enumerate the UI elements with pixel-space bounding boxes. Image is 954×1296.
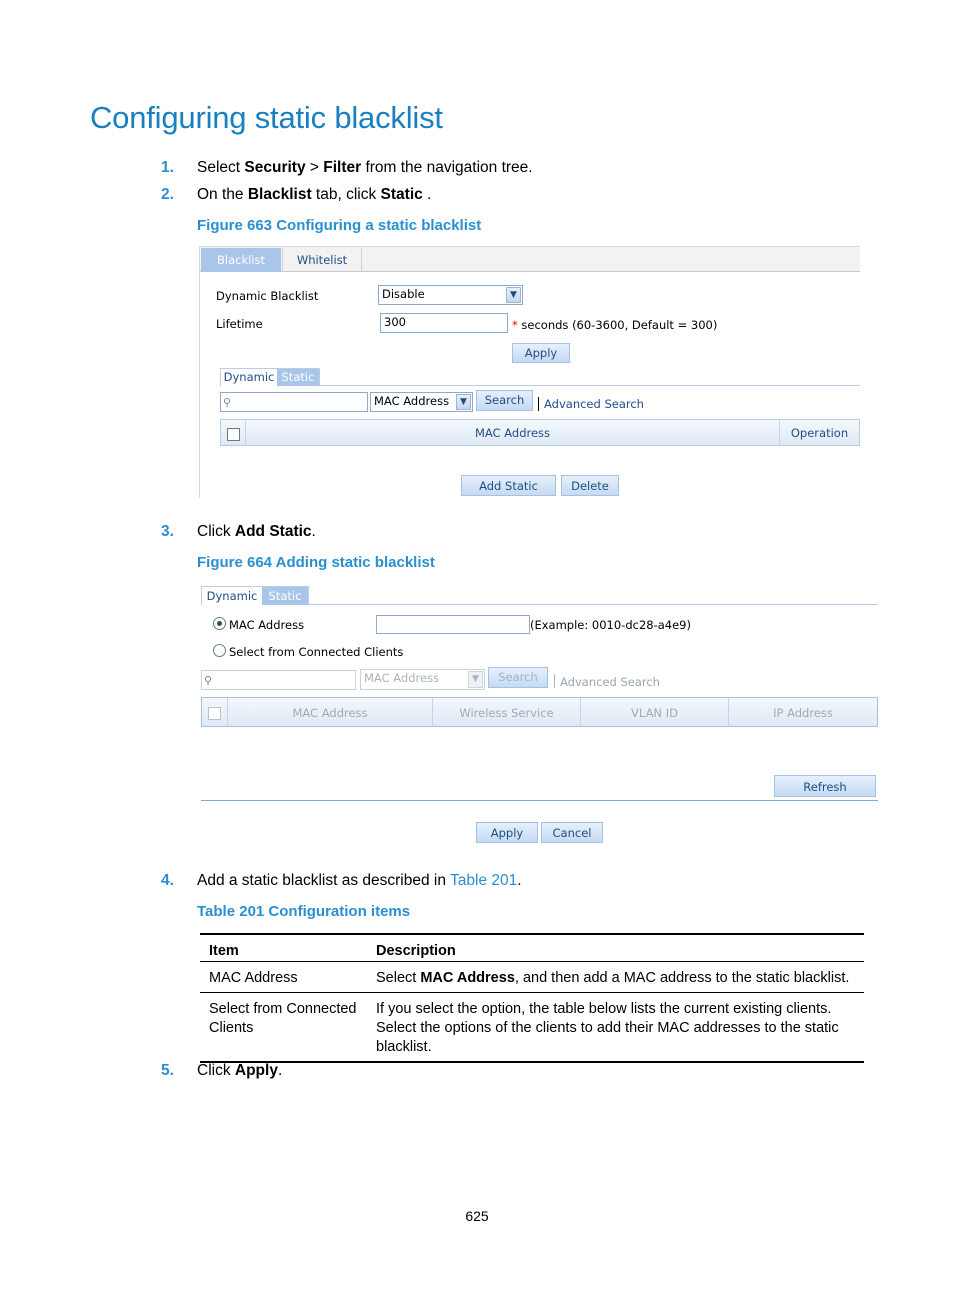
table-row (200, 962, 864, 993)
col-operation: Operation (779, 420, 859, 445)
step-number: 2. (161, 186, 174, 203)
step-text: Select (197, 159, 245, 176)
configuration-items-table (200, 933, 864, 1063)
step-number: 4. (161, 872, 174, 889)
table-row (200, 993, 864, 1063)
figure-663-caption: Figure 663 Configuring a static blacklist (197, 217, 482, 234)
search-button[interactable]: Search (476, 390, 533, 411)
required-star: * (512, 318, 518, 332)
divider (538, 397, 539, 411)
step-text: On the (197, 186, 248, 203)
desc-bold: MAC Address (420, 970, 515, 986)
advanced-search-link[interactable]: Advanced Search (544, 397, 644, 411)
radio-dot (217, 621, 222, 626)
search-field-select[interactable] (370, 392, 473, 412)
page-number: 625 (465, 1208, 489, 1224)
step-text: . (311, 523, 316, 540)
step-bold: Filter (323, 159, 362, 176)
tab-whitelist[interactable]: Whitelist (282, 248, 362, 272)
table-201-caption: Table 201 Configuration items (197, 903, 411, 920)
item-cell: Select from Connected Clients (200, 993, 367, 1063)
step-bold: Apply (234, 1062, 278, 1079)
cancel-button[interactable]: Cancel (541, 822, 603, 843)
figure-664-caption: Figure 664 Adding static blacklist (197, 554, 435, 571)
tab-blacklist[interactable]: Blacklist (201, 248, 281, 272)
step-text: . (277, 1062, 283, 1079)
step-text: from the navigation tree. (361, 159, 533, 176)
radio-mac-label: MAC Address (229, 618, 305, 632)
mac-example-hint: (Example: 0010-dc28-a4e9) (530, 618, 691, 632)
select-all-checkbox[interactable] (208, 707, 221, 720)
radio-mac-address[interactable] (213, 617, 226, 630)
lifetime-hint: seconds (60-3600, Default = 300) (521, 318, 718, 332)
search-input[interactable] (201, 670, 356, 690)
col-mac-address: MAC Address (245, 420, 779, 445)
col-vlan-id: VLAN ID (580, 698, 728, 726)
description-cell (367, 962, 864, 993)
step-number: 5. (161, 1062, 174, 1079)
dynamic-blacklist-select[interactable] (378, 285, 523, 305)
step-text: Click (197, 523, 235, 540)
col-item: Item (200, 934, 367, 962)
radio-clients-label: Select from Connected Clients (229, 645, 404, 659)
search-icon: ⚲ (204, 674, 213, 687)
lifetime-label: Lifetime (216, 317, 263, 331)
page-heading: Configuring static blacklist (90, 100, 443, 135)
step-bold: Security (244, 159, 306, 176)
desc-text: Select (376, 970, 421, 986)
mac-address-input[interactable] (376, 615, 530, 634)
search-icon: ⚲ (223, 396, 232, 409)
step-text: > (305, 159, 324, 176)
subtab-line (319, 385, 860, 386)
step-bold: Blacklist (247, 186, 312, 203)
search-button[interactable]: Search (488, 667, 548, 688)
step-text: Click (197, 1062, 235, 1079)
subtab-line (308, 604, 878, 605)
step-text: Add a static blacklist as described in (197, 872, 451, 889)
dynamic-blacklist-label: Dynamic Blacklist (216, 289, 319, 303)
apply-button[interactable]: Apply (476, 822, 538, 843)
desc-text: If you select the option, the table below lists the current existing clients. Select the options of the clients to add their MAC addresses to the static blacklist. (376, 1001, 839, 1055)
figure-663 (199, 246, 860, 498)
clients-table-header (201, 697, 878, 727)
subtab-dynamic[interactable]: Dynamic (206, 589, 258, 603)
subtab-dynamic[interactable]: Dynamic (223, 370, 275, 384)
step-text: . (422, 186, 432, 203)
step-text: tab, click (311, 186, 381, 203)
divider (554, 674, 555, 688)
step-number: 3. (161, 523, 174, 540)
search-input[interactable] (220, 392, 368, 412)
dynamic-blacklist-value: Disable (382, 287, 425, 301)
table-header (220, 419, 860, 446)
step-bold: Add Static (234, 523, 312, 540)
step-number: 1. (161, 159, 174, 176)
item-cell: MAC Address (200, 962, 367, 993)
lifetime-input[interactable]: 300 (380, 313, 508, 333)
lifetime-hint-wrap (512, 318, 717, 332)
chevron-down-icon: ▼ (468, 671, 483, 688)
description-cell (367, 993, 864, 1063)
subtab-static[interactable]: Static (262, 587, 308, 605)
radio-connected-clients[interactable] (213, 644, 226, 657)
desc-text: , and then add a MAC address to the static blacklist. (514, 970, 850, 986)
figure-left-border (199, 246, 200, 498)
search-field-select[interactable] (360, 669, 485, 690)
subtab-static[interactable]: Static (277, 369, 319, 386)
separator-line (201, 800, 878, 801)
apply-button[interactable]: Apply (512, 343, 570, 363)
search-field-value: MAC Address (374, 394, 450, 408)
col-mac-address: MAC Address (227, 698, 432, 726)
search-field-value: MAC Address (364, 671, 440, 685)
col-wireless-service: Wireless Service (432, 698, 580, 726)
table-header-row (200, 934, 864, 962)
add-static-button[interactable]: Add Static (461, 475, 556, 496)
step-text: . (517, 872, 522, 889)
advanced-search-link[interactable]: Advanced Search (560, 675, 660, 689)
step-bold: Static (380, 186, 423, 203)
col-description: Description (367, 934, 864, 962)
refresh-button[interactable]: Refresh (774, 775, 876, 797)
select-all-checkbox[interactable] (227, 428, 240, 441)
table-201-link[interactable]: Table 201 (450, 872, 518, 889)
chevron-down-icon: ▼ (506, 287, 521, 303)
delete-button[interactable]: Delete (561, 475, 619, 496)
col-ip-address: IP Address (728, 698, 877, 726)
figure-664 (199, 585, 879, 847)
chevron-down-icon: ▼ (456, 394, 471, 410)
